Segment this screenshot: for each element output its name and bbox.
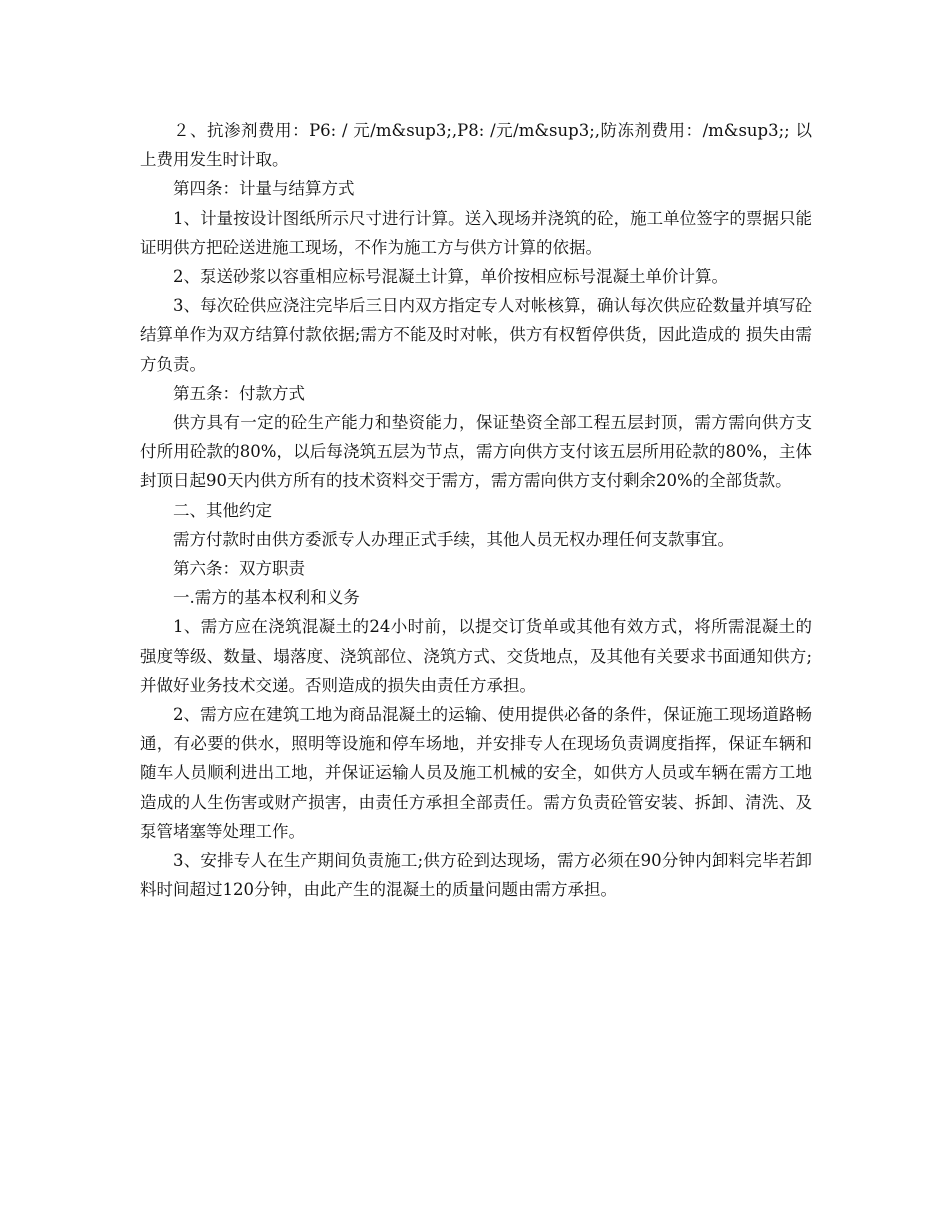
heading-buyer-rights: 一.需方的基本权利和义务 xyxy=(173,588,360,608)
paragraph-payment-procedure: 需方付款时由供方委派专人办理正式手续，其他人员无权办理任何支款事宜。 xyxy=(173,529,734,549)
heading-article-4: 第四条：计量与结算方式 xyxy=(173,179,355,199)
paragraph-unloading: 3、安排专人在生产期间负责施工;供方砼到达现场，需方必须在90分钟内卸料完毕若卸料时间超过120分钟，由此产生的混凝土的质量问题由需方承担。 xyxy=(140,851,812,900)
paragraph-reconciliation: 3、每次砼供应浇注完毕后三日内双方指定专人对帐核算，确认每次供应砼数量并填写砼 结算单作为双方结算付款依据;需方不能及时对帐，供方有权暂停供货，因此造成的 损失由需方负责。 xyxy=(140,296,812,374)
paragraph-pumped-mortar: 2、泵送砂浆以容重相应标号混凝土计算，单价按相应标号混凝土单价计算。 xyxy=(173,267,728,287)
heading-article-5: 第五条：付款方式 xyxy=(173,383,305,403)
heading-article-6: 第六条：双方职责 xyxy=(173,559,305,579)
paragraph-measurement: 1、计量按设计图纸所示尺寸进行计算。送入现场并浇筑的砼，施工单位签字的票据只能证明供方把砼送进施工现场，不作为施工方与供方计算的依据。 xyxy=(140,208,812,257)
paragraph-order-notice: 1、需方应在浇筑混凝土的24小时前，以提交订货单或其他有效方式，将所需混凝土的强度等级、数量、塌落度、浇筑部位、浇筑方式、交货地点，及其他有关要求书面通知供方;并做好业务技术交递。否则造成的损失由责任方承担。 xyxy=(140,617,812,695)
paragraph-payment-terms: 供方具有一定的砼生产能力和垫资能力，保证垫资全部工程五层封顶，需方需向供方支付所用砼款的80%，以后每浇筑五层为节点，需方向供方支付该五层所用砼款的80%，主体封顶日起90天内供方所有的技术资料交于需方，需方需向供方支付剩余20%的全部货款。 xyxy=(140,413,812,491)
paragraph-site-conditions: 2、需方应在建筑工地为商品混凝土的运输、使用提供必备的条件，保证施工现场道路畅通，有必要的供水，照明等设施和停车场地，并安排专人在现场负责调度指挥，保证车辆和随车人员顺利进出工地，并保证运输人员及施工机械的安全，如供方人员或车辆在需方工地造成的人生伤害或财产损害，由责任方承担全部责任。需方负责砼管安装、拆卸、清洗、及泵管堵塞等处理工作。 xyxy=(140,705,812,841)
document-body xyxy=(140,116,812,904)
heading-other-agreements: 二、其他约定 xyxy=(173,500,272,520)
paragraph-admixture-fees: ２、抗渗剂费用：P6: / 元/m&sup3;,P8: /元/m&sup3;,防冻剂费用：/m&sup3;; 以上费用发生时计取。 xyxy=(140,121,812,170)
